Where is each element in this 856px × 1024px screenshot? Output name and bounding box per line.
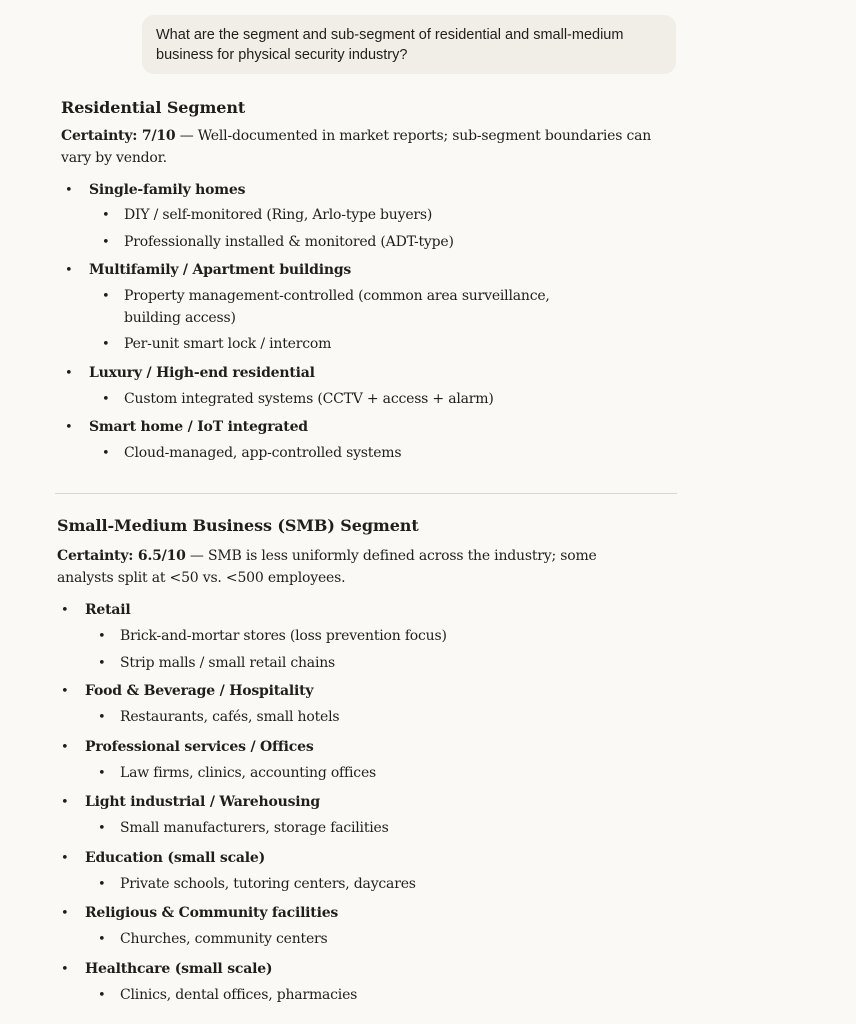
bullet-icon: • (61, 961, 69, 977)
subcategory-list (89, 286, 599, 356)
bullet-icon: • (65, 420, 73, 435)
user-message-text: What are the segment and sub-segment of residential and small-medium business for physical security industry? (156, 27, 624, 63)
bullet-icon: • (61, 739, 69, 755)
subcategory-list (89, 205, 701, 253)
subcategory-item (85, 763, 697, 785)
subcategory-item (85, 929, 697, 951)
bullet-icon: • (98, 821, 106, 836)
bullet-icon: • (61, 850, 69, 866)
bullet-icon: • (102, 289, 110, 304)
bullet-icon: • (61, 906, 69, 921)
category-list (57, 600, 697, 1006)
subcategory-text: Private schools, tutoring centers, daycares (120, 875, 416, 892)
subcategory-item (89, 286, 599, 329)
section-title: Residential Segment (61, 98, 246, 117)
subcategory-text: Churches, community centers (120, 931, 328, 947)
subcategory-list (89, 443, 701, 465)
subcategory-item (85, 985, 697, 1007)
subcategory-text: Law firms, clinics, accounting offices (120, 764, 377, 781)
subcategory-item (85, 818, 697, 840)
bullet-icon: • (65, 183, 73, 198)
bullet-icon: • (102, 391, 110, 407)
certainty-text: — Well-documented in market reports; sub-segment boundaries can vary by vendor. (61, 128, 652, 166)
bullet-icon: • (65, 263, 73, 278)
category-label: Single-family homes (89, 182, 246, 198)
bullet-icon: • (61, 603, 69, 618)
subcategory-item (85, 626, 697, 648)
subcategory-item (85, 653, 697, 675)
subcategory-item (89, 443, 701, 465)
category-item (57, 737, 697, 785)
certainty-note (57, 546, 657, 589)
subcategory-text: Brick-and-mortar stores (loss prevention focus) (120, 628, 447, 644)
category-item (57, 600, 697, 674)
bullet-icon: • (98, 987, 106, 1003)
subcategory-text: Restaurants, cafés, small hotels (120, 709, 340, 725)
subcategory-text: Property management-controlled (common area surveillance, building access) (124, 288, 550, 326)
category-item (61, 417, 701, 465)
category-label: Healthcare (small scale) (85, 960, 273, 977)
category-item (57, 848, 697, 896)
subcategory-item (85, 874, 697, 896)
category-item (57, 792, 697, 840)
subcategory-list (85, 874, 697, 896)
bullet-icon: • (98, 710, 106, 725)
bullet-icon: • (61, 795, 69, 810)
subcategory-list (85, 818, 697, 840)
category-label: Religious & Community facilities (85, 905, 339, 921)
bullet-icon: • (65, 365, 73, 381)
category-label: Multifamily / Apartment buildings (89, 262, 352, 278)
subcategory-item (89, 232, 701, 254)
category-label: Smart home / IoT integrated (89, 419, 308, 435)
subcategory-list (85, 985, 697, 1007)
category-label: Light industrial / Warehousing (85, 794, 320, 810)
subcategory-list (89, 389, 701, 411)
category-item (61, 363, 701, 411)
subcategory-list (85, 707, 697, 729)
subcategory-text: Cloud-managed, app-controlled systems (124, 445, 402, 461)
section-smb (57, 515, 697, 1006)
certainty-note (61, 126, 661, 169)
subcategory-text: Small manufacturers, storage facilities (120, 820, 389, 836)
category-label: Education (small scale) (85, 849, 266, 866)
bullet-icon: • (102, 234, 110, 250)
category-item (61, 180, 701, 253)
subcategory-text: Per-unit smart lock / intercom (124, 336, 332, 352)
category-item (57, 681, 697, 729)
category-label: Retail (85, 602, 131, 618)
category-list (61, 180, 701, 465)
bullet-icon: • (98, 655, 106, 671)
subcategory-item (89, 389, 701, 411)
subcategory-list (85, 929, 697, 951)
category-label: Luxury / High-end residential (89, 364, 315, 381)
bullet-icon: • (98, 876, 106, 892)
bullet-icon: • (102, 446, 110, 461)
category-label: Professional services / Offices (85, 738, 314, 755)
section-divider (55, 493, 677, 494)
subcategory-list (85, 626, 697, 674)
bullet-icon: • (98, 932, 106, 947)
bullet-icon: • (61, 684, 69, 699)
user-message-bubble (142, 15, 676, 74)
subcategory-text: Clinics, dental offices, pharmacies (120, 986, 358, 1003)
bullet-icon: • (102, 337, 110, 352)
category-label: Food & Beverage / Hospitality (85, 683, 314, 699)
section-title: Small-Medium Business (SMB) Segment (57, 516, 419, 535)
category-item (61, 260, 701, 356)
certainty-label: Certainty: 6.5/10 (57, 548, 186, 564)
category-item (57, 903, 697, 951)
subcategory-item (89, 334, 599, 356)
certainty-label: Certainty: 7/10 (61, 128, 176, 144)
category-item (57, 959, 697, 1007)
subcategory-text: Strip malls / small retail chains (120, 654, 336, 671)
section-residential (61, 97, 701, 465)
subcategory-item (85, 707, 697, 729)
subcategory-text: Custom integrated systems (CCTV + access + alarm) (124, 390, 494, 407)
bullet-icon: • (102, 208, 110, 223)
bullet-icon: • (98, 765, 106, 781)
certainty-text: — SMB is less uniformly defined across the industry; some analysts split at <50 vs. <500 employees. (57, 548, 597, 586)
subcategory-list (85, 763, 697, 785)
subcategory-item (89, 205, 701, 227)
subcategory-text: Professionally installed & monitored (ADT-type) (124, 233, 454, 250)
bullet-icon: • (98, 629, 106, 644)
subcategory-text: DIY / self-monitored (Ring, Arlo-type buyers) (124, 207, 433, 223)
